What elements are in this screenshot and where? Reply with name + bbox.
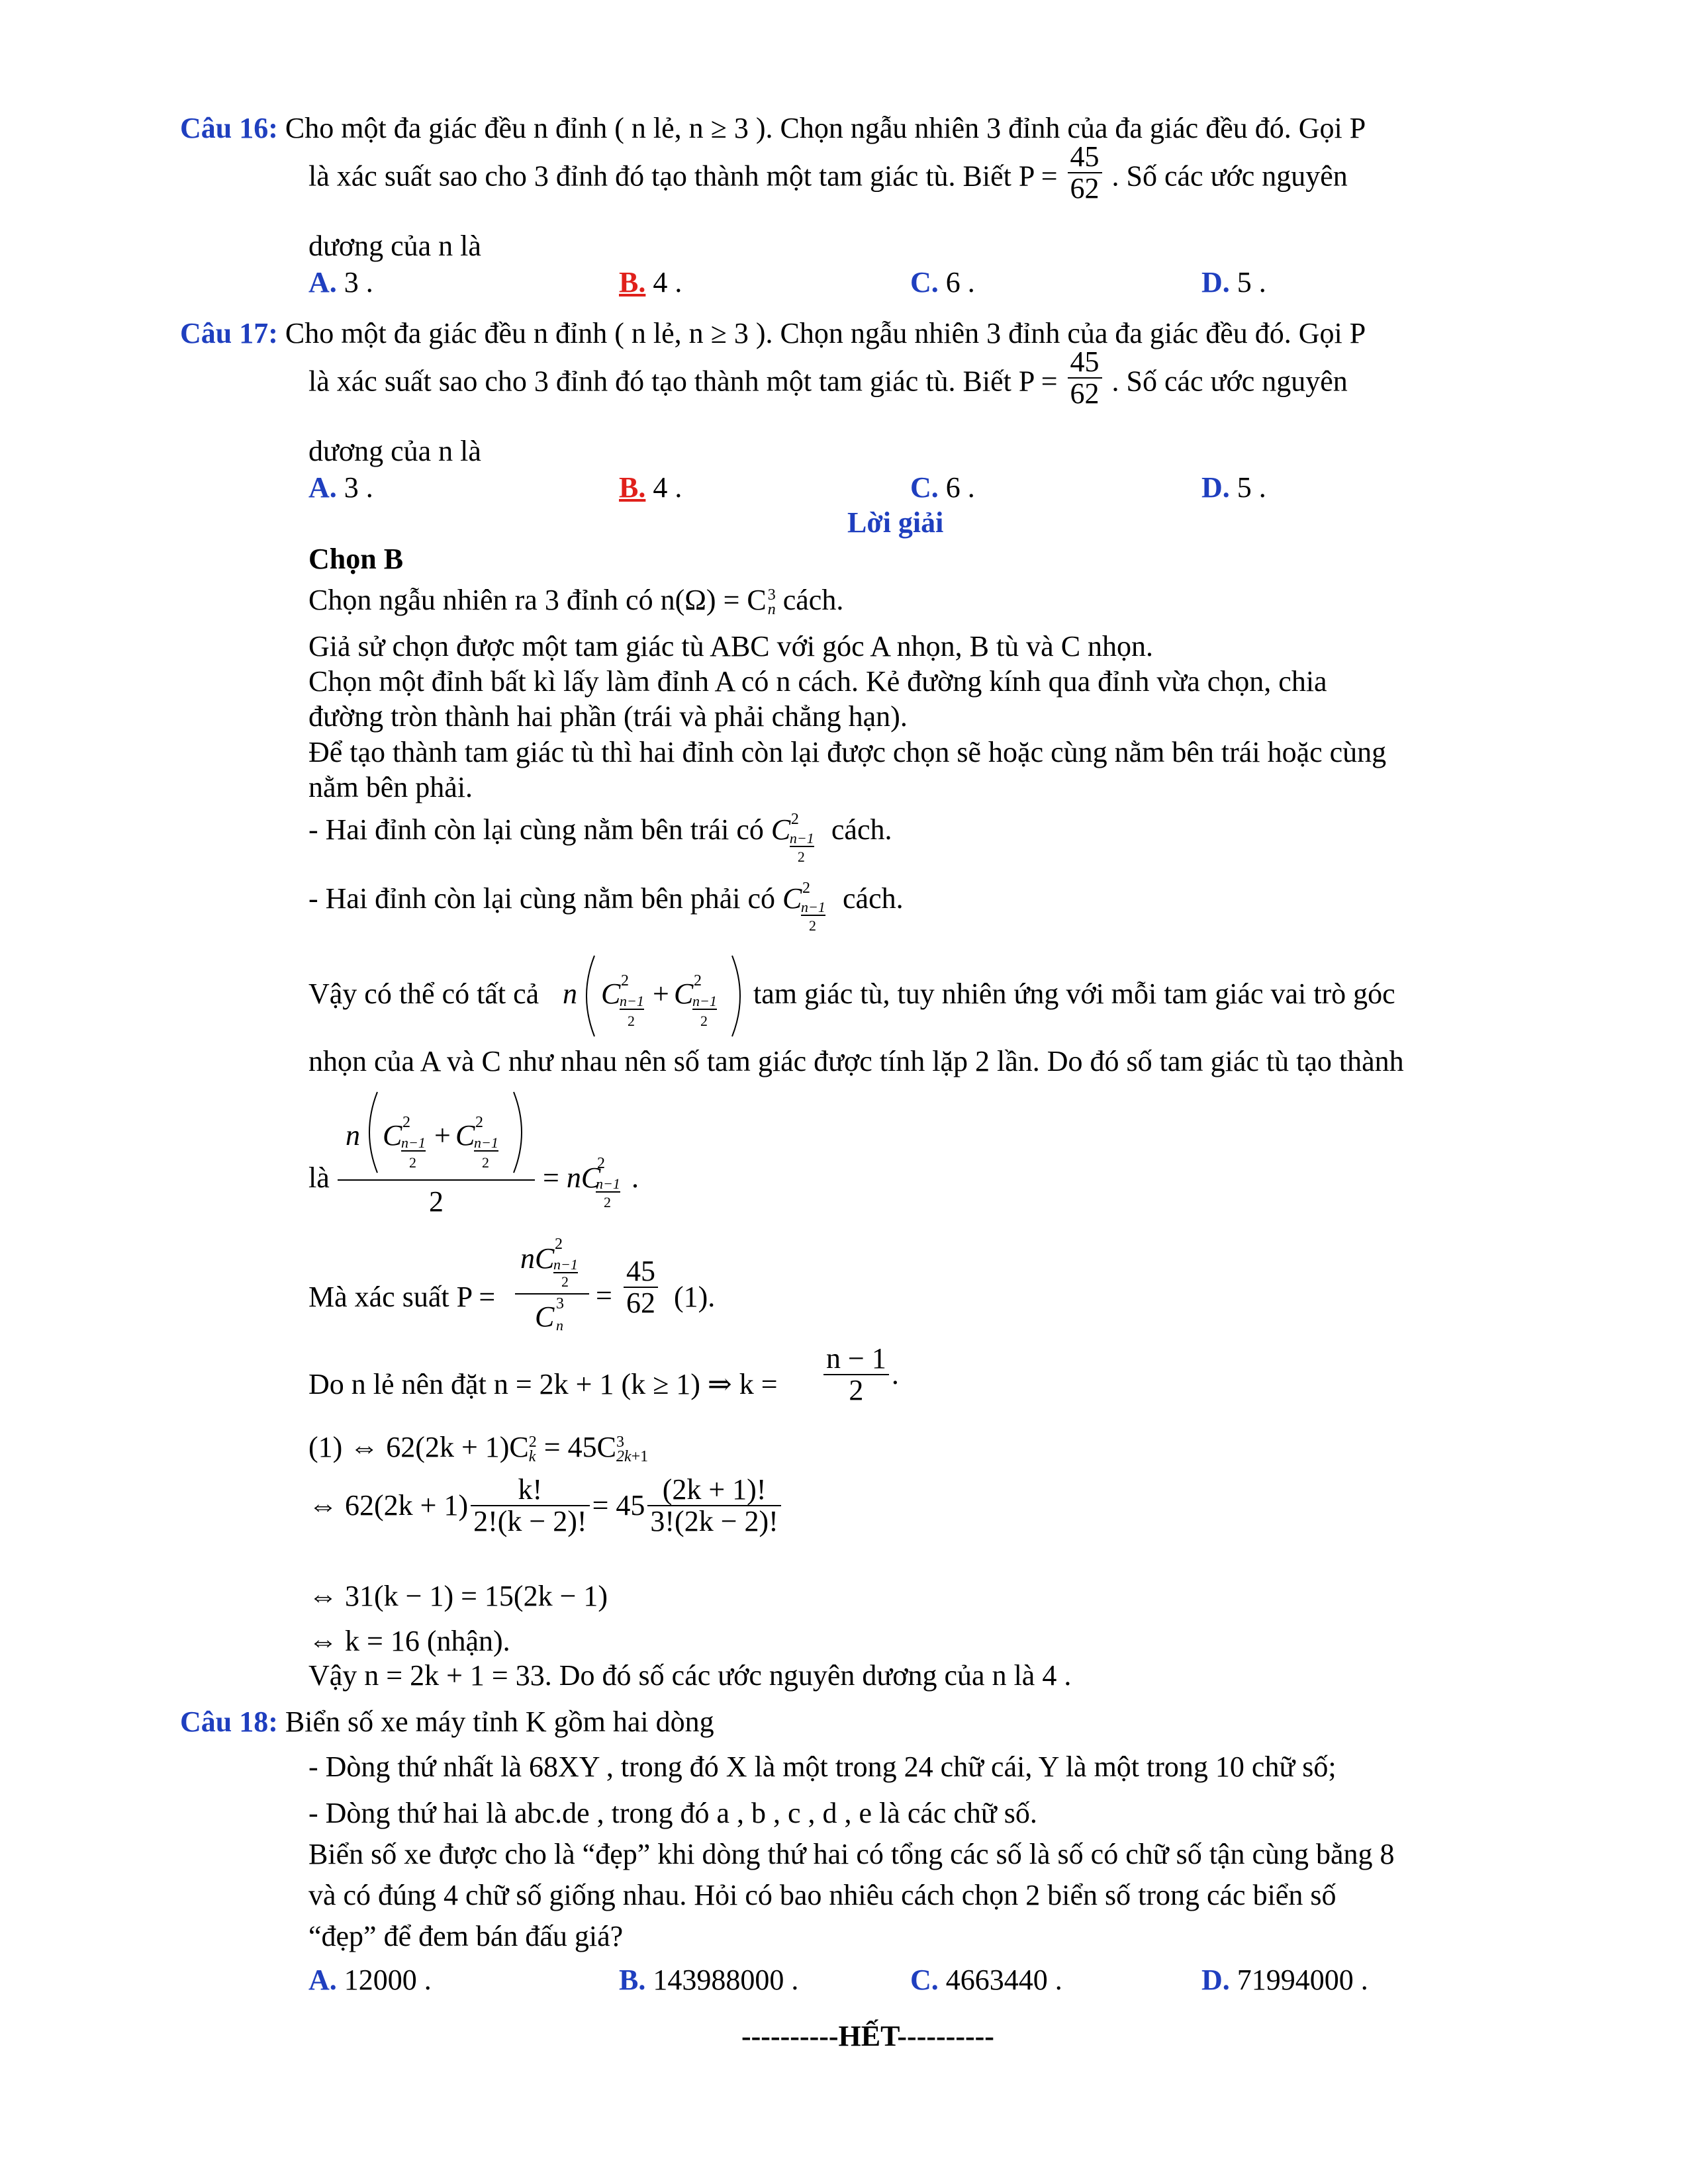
sol8-text: - Hai đỉnh còn lại cùng nằm bên phải có	[308, 882, 776, 915]
q16-option-a[interactable]	[308, 268, 373, 297]
q17-line3: dương của n là	[308, 435, 481, 467]
q17-fraction	[1068, 347, 1102, 409]
sol1-index	[768, 588, 776, 617]
sol13-den: 2	[849, 1374, 864, 1407]
q18-option-b[interactable]	[619, 1966, 798, 1995]
q17-option-b[interactable]	[619, 473, 682, 502]
solution-line-12a: Mà xác suất P =	[308, 1281, 496, 1313]
sol14-index1: 2 k	[528, 1433, 537, 1465]
solution-choice: Chọn B	[308, 543, 404, 575]
q18-paragraph-3: “đẹp” để đem bán đấu giá?	[308, 1920, 624, 1952]
sol12-num: 45	[624, 1256, 658, 1288]
solution-line-5: Để tạo thành tam giác tù thì hai đỉnh còn lại được chọn sẽ hoặc cùng nằm bên trái hoặc cùng	[308, 736, 1387, 768]
q16-option-b-letter: B.	[619, 266, 646, 298]
sol11-expression: n C 2 n−1 2 + C 2 n−1 2 2 = nC 2 n−1 2 .	[338, 1085, 655, 1218]
q17-option-b-letter: B.	[619, 471, 646, 504]
sol15-frac1	[471, 1475, 589, 1537]
sol12-expression: nC 2 n−1 2 C 3 n = $\frac{45}{62}$	[515, 1231, 714, 1343]
q18-option-d[interactable]	[1201, 1966, 1368, 1995]
q17-option-d-text: 5 .	[1237, 471, 1266, 504]
sol13-fraction: $\frac{n - 1}{2}$ .	[821, 1343, 899, 1406]
sol15-num2: (2k + 1)!	[647, 1475, 780, 1506]
q18-option-b-text: 143988000 .	[653, 1964, 799, 1996]
solution-line-17: ⇔ k = 16 (nhận).	[308, 1625, 510, 1657]
sol14-text: (1) ⇔ 62(2k + 1)C	[308, 1431, 529, 1463]
q17-option-d[interactable]	[1201, 473, 1266, 502]
solution-line-8	[308, 880, 904, 934]
q18-line1	[180, 1707, 714, 1737]
q17-option-d-letter: D.	[1201, 471, 1230, 504]
q18-option-c-text: 4663440 .	[945, 1964, 1062, 1996]
q16-option-c-text: 6 .	[945, 266, 975, 298]
q17-line2	[308, 345, 1348, 410]
solution-line-1	[308, 586, 843, 617]
sol7-text: - Hai đỉnh còn lại cùng nằm bên trái có	[308, 813, 764, 846]
q16-option-a-letter: A.	[308, 266, 337, 298]
q18-option-c[interactable]	[910, 1966, 1062, 1995]
sol9-expression: n C 2 n−1 2 + C 2 n−1 2	[563, 953, 755, 1039]
sol8-combination: C 2 n−1 2	[782, 880, 825, 934]
q17-option-a-text: 3 .	[344, 471, 373, 504]
sol1-sup: 3	[767, 586, 776, 604]
q16-option-c[interactable]	[910, 268, 975, 297]
q16-fraction	[1068, 142, 1102, 204]
sol15-text: ⇔ 62(2k + 1)	[308, 1489, 469, 1522]
sol14-text2: = 45C	[543, 1431, 616, 1463]
q16-option-b-text: 4 .	[653, 266, 682, 298]
q16-option-b[interactable]	[619, 268, 682, 297]
q16-text2b: . Số các ước nguyên	[1111, 159, 1348, 193]
solution-line-7	[308, 811, 892, 865]
q17-option-c-text: 6 .	[945, 471, 975, 504]
solution-line-14	[308, 1433, 648, 1465]
q17-option-a[interactable]	[308, 473, 373, 502]
solution-line-9a: Vậy có thể có tất cả	[308, 978, 539, 1010]
q16-label: Câu 16:	[180, 112, 278, 144]
end-marker: ----------HẾT----------	[741, 2020, 994, 2052]
sol8-end: cách.	[843, 882, 904, 915]
sol14-index2: 3 2k+1	[616, 1433, 649, 1465]
q16-line3: dương của n là	[308, 230, 481, 262]
q18-label: Câu 18:	[180, 1706, 278, 1738]
sol13-num: n − 1	[823, 1343, 889, 1375]
solution-line-10: nhọn của A và C như nhau nên số tam giác được tính lặp 2 lần. Do đó số tam giác tù tạo thành	[308, 1045, 1404, 1077]
q17-frac-den: 62	[1070, 377, 1100, 410]
solution-line-11a: là	[308, 1161, 330, 1194]
sol1-sub: n	[767, 600, 776, 618]
q18-option-a[interactable]	[308, 1966, 432, 1995]
sol15-frac2	[647, 1475, 780, 1537]
sol7-combination: C 2 n−1 2	[771, 811, 814, 865]
q16-text1: Cho một đa giác đều n đỉnh ( n lẻ, n ≥ 3 ). Chọn ngẫu nhiên 3 đỉnh của đa giác đều đó. Gọi P	[285, 112, 1366, 144]
solution-line-4: đường tròn thành hai phần (trái và phải chẳng hạn).	[308, 700, 908, 733]
solution-line-18: Vậy n = 2k + 1 = 33. Do đó số các ước nguyên dương của n là 4 .	[308, 1659, 1072, 1692]
q18-bullet-1: - Dòng thứ nhất là 68XY , trong đó X là một trong 24 chữ cái, Y là một trong 10 chữ số;	[308, 1751, 1336, 1783]
solution-line-6: nằm bên phải.	[308, 771, 473, 803]
q17-label: Câu 17:	[180, 317, 278, 349]
sol7-end: cách.	[831, 813, 892, 846]
sol9-right-paren	[729, 953, 749, 1039]
solution-line-9b: tam giác tù, tuy nhiên ứng với mỗi tam giác vai trò góc	[753, 978, 1395, 1010]
q17-option-c-letter: C.	[910, 471, 939, 504]
q17-line1	[180, 319, 1366, 348]
q16-frac-den: 62	[1070, 172, 1100, 205]
sol15-den2: 3!(2k − 2)!	[650, 1505, 778, 1538]
q17-option-c[interactable]	[910, 473, 975, 502]
q16-option-c-letter: C.	[910, 266, 939, 298]
sol9-left-paren	[577, 953, 597, 1039]
q16-line2	[308, 140, 1348, 205]
q18-option-b-letter: B.	[619, 1964, 646, 1996]
solution-line-13: Do n lẻ nên đặt n = 2k + 1 (k ≥ 1) ⇒ k =	[308, 1368, 778, 1400]
q18-paragraph-1: Biển số xe được cho là “đẹp” khi dòng thứ hai có tổng các số là số có chữ số tận cùng bằng 8	[308, 1838, 1395, 1870]
solution-title: Lời giải	[847, 506, 944, 539]
sol11-denominator: 2	[429, 1185, 444, 1218]
q16-line1	[180, 114, 1366, 143]
q17-frac-num: 45	[1068, 347, 1102, 379]
q17-text1: Cho một đa giác đều n đỉnh ( n lẻ, n ≥ 3 ). Chọn ngẫu nhiên 3 đỉnh của đa giác đều đó. Gọi P	[285, 317, 1366, 349]
solution-line-16: ⇔ 31(k − 1) = 15(2k − 1)	[308, 1580, 608, 1612]
q18-option-d-text: 71994000 .	[1237, 1964, 1368, 1996]
q16-option-a-text: 3 .	[344, 266, 373, 298]
q16-option-d[interactable]	[1201, 268, 1266, 297]
q16-text2a: là xác suất sao cho 3 đỉnh đó tạo thành một tam giác tù. Biết P =	[308, 159, 1058, 193]
solution-line-12b: (1).	[674, 1281, 716, 1313]
q18-bullet-2: - Dòng thứ hai là abc.de , trong đó a , b , c , d , e là các chữ số.	[308, 1797, 1037, 1829]
q16-option-d-text: 5 .	[1237, 266, 1266, 298]
q18-paragraph-2: và có đúng 4 chữ số giống nhau. Hỏi có bao nhiêu cách chọn 2 biển số trong các biển số	[308, 1879, 1336, 1911]
q17-option-b-text: 4 .	[653, 471, 682, 504]
sol1-text: Chọn ngẫu nhiên ra 3 đỉnh có n(Ω) = C	[308, 584, 767, 616]
sol15-text2: = 45	[592, 1489, 645, 1522]
sol12-den: 62	[626, 1287, 655, 1320]
q18-option-c-letter: C.	[910, 1964, 939, 1996]
q16-option-d-letter: D.	[1201, 266, 1230, 298]
solution-line-15	[308, 1475, 784, 1537]
sol12-fraction	[624, 1256, 658, 1318]
q16-frac-num: 45	[1068, 142, 1102, 173]
q18-text1: Biển số xe máy tỉnh K gồm hai dòng	[285, 1706, 714, 1738]
solution-line-2: Giả sử chọn được một tam giác tù ABC với góc A nhọn, B tù và C nhọn.	[308, 630, 1154, 662]
q17-option-a-letter: A.	[308, 471, 337, 504]
solution-line-3: Chọn một đỉnh bất kì lấy làm đỉnh A có n cách. Kẻ đường kính qua đỉnh vừa chọn, chia	[308, 665, 1327, 698]
sol15-den1: 2!(k − 2)!	[473, 1505, 587, 1538]
sol15-num1: k!	[471, 1475, 589, 1506]
q17-text2b: . Số các ước nguyên	[1111, 365, 1348, 398]
q18-option-a-letter: A.	[308, 1964, 337, 1996]
q18-option-d-letter: D.	[1201, 1964, 1230, 1996]
q18-option-a-text: 12000 .	[344, 1964, 432, 1996]
q17-text2a: là xác suất sao cho 3 đỉnh đó tạo thành một tam giác tù. Biết P =	[308, 365, 1058, 398]
sol1-end: cách.	[782, 584, 844, 616]
